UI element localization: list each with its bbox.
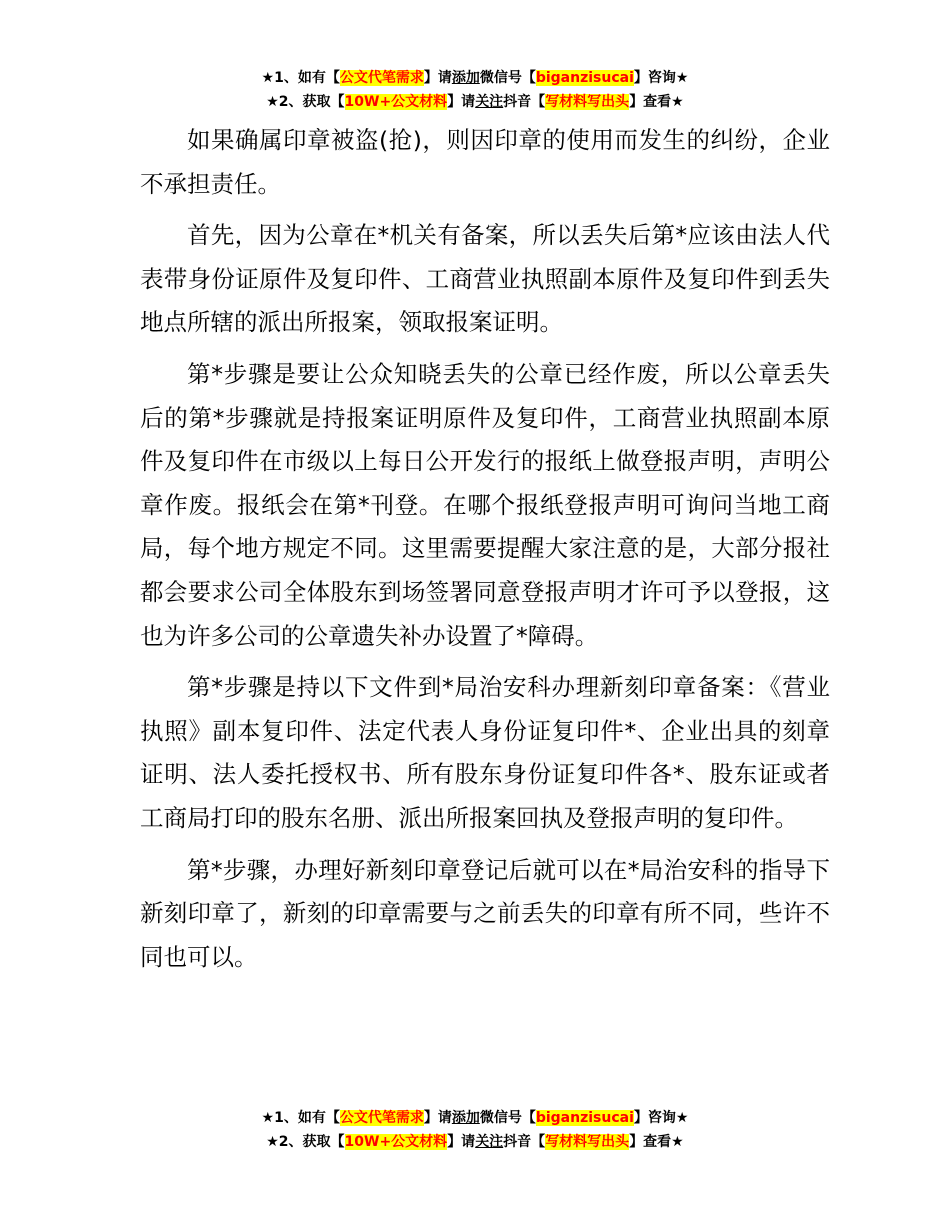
header-line-1-mid: 】请 <box>423 70 452 86</box>
header-line-1-prefix: ★1、如有【 <box>261 70 340 86</box>
body-paragraph-4: 第*步骤是持以下文件到*局治安科办理新刻印章备案：《营业执照》副本复印件、法定代表人身份证复印件*、企业出具的刻章证明、法人委托授权书、所有股东身份证复印件各*、股东证或者工商局打印的股东名册、派出所报案回执及登报声明的复印件。 <box>140 673 830 832</box>
footer-line-2-mid: 】请 <box>447 1134 476 1150</box>
footer-underlined-follow: 关注 <box>475 1134 504 1150</box>
footer-underlined-add: 添加 <box>451 1110 480 1126</box>
header-highlight-douyin-account: 写材料写出头 <box>545 94 630 110</box>
footer-highlight-douyin-account: 写材料写出头 <box>545 1134 630 1150</box>
footer-highlight-writing-service: 公文代笔需求 <box>339 1110 424 1126</box>
header-line-2 <box>0 90 950 114</box>
header-highlight-writing-service: 公文代笔需求 <box>339 70 424 86</box>
body-paragraph-5: 第*步骤，办理好新刻印章登记后就可以在*局治安科的指导下新刻印章了，新刻的印章需要与之前丢失的印章有所不同，些许不同也可以。 <box>140 855 830 971</box>
header-highlight-wechat-id: biganzisucai <box>535 70 634 86</box>
footer-highlight-materials: 10W+公文材料 <box>344 1134 448 1150</box>
footer-line-2 <box>0 1130 950 1154</box>
footer-line-2-suffix: 】查看★ <box>629 1134 684 1150</box>
header-line-2-mid: 】请 <box>447 94 476 110</box>
footer-line-1-prefix: ★1、如有【 <box>261 1110 340 1126</box>
header-line-2-prefix: ★2、获取【 <box>266 94 345 110</box>
footer-line-2-prefix: ★2、获取【 <box>266 1134 345 1150</box>
body-paragraph-2: 首先，因为公章在*机关有备案，所以丢失后第*应该由法人代表带身份证原件及复印件、工商营业执照副本原件及复印件到丢失地点所辖的派出所报案，领取报案证明。 <box>140 221 830 337</box>
header-line-1 <box>0 66 950 90</box>
header-underlined-follow: 关注 <box>475 94 504 110</box>
document-body <box>140 119 830 987</box>
body-paragraph-1: 如果确属印章被盗(抢)，则因印章的使用而发生的纠纷，企业不承担责任。 <box>140 126 830 198</box>
footer-line-1-mid2: 微信号【 <box>479 1110 536 1126</box>
footer-line-1-suffix: 】咨询★ <box>633 1110 689 1126</box>
header-line-1-suffix: 】咨询★ <box>633 70 689 86</box>
header-underlined-add: 添加 <box>451 70 480 86</box>
body-paragraph-3: 第*步骤是要让公众知晓丢失的公章已经作废，所以公章丢失后的第*步骤就是持报案证明原件及复印件，工商营业执照副本原件及复印件在市级以上每日公开发行的报纸上做登报声明，声明公章作废。报纸会在第*刊登。在哪个报纸登报声明可询问当地工商局，每个地方规定不同。这里需要提醒大家注意的是，大部分报社都会要求公司全体股东到场签署同意登报声明才许可予以登报，这也为许多公司的公章遗失补办设置了*障碍。 <box>140 359 830 650</box>
header-banner <box>0 66 950 114</box>
header-line-1-mid2: 微信号【 <box>479 70 536 86</box>
footer-line-2-mid2: 抖音【 <box>503 1134 546 1150</box>
header-highlight-materials: 10W+公文材料 <box>344 94 448 110</box>
header-line-2-mid2: 抖音【 <box>503 94 546 110</box>
footer-line-1-mid: 】请 <box>423 1110 452 1126</box>
footer-banner <box>0 1106 950 1154</box>
footer-line-1 <box>0 1106 950 1130</box>
footer-highlight-wechat-id: biganzisucai <box>535 1110 634 1126</box>
header-line-2-suffix: 】查看★ <box>629 94 684 110</box>
